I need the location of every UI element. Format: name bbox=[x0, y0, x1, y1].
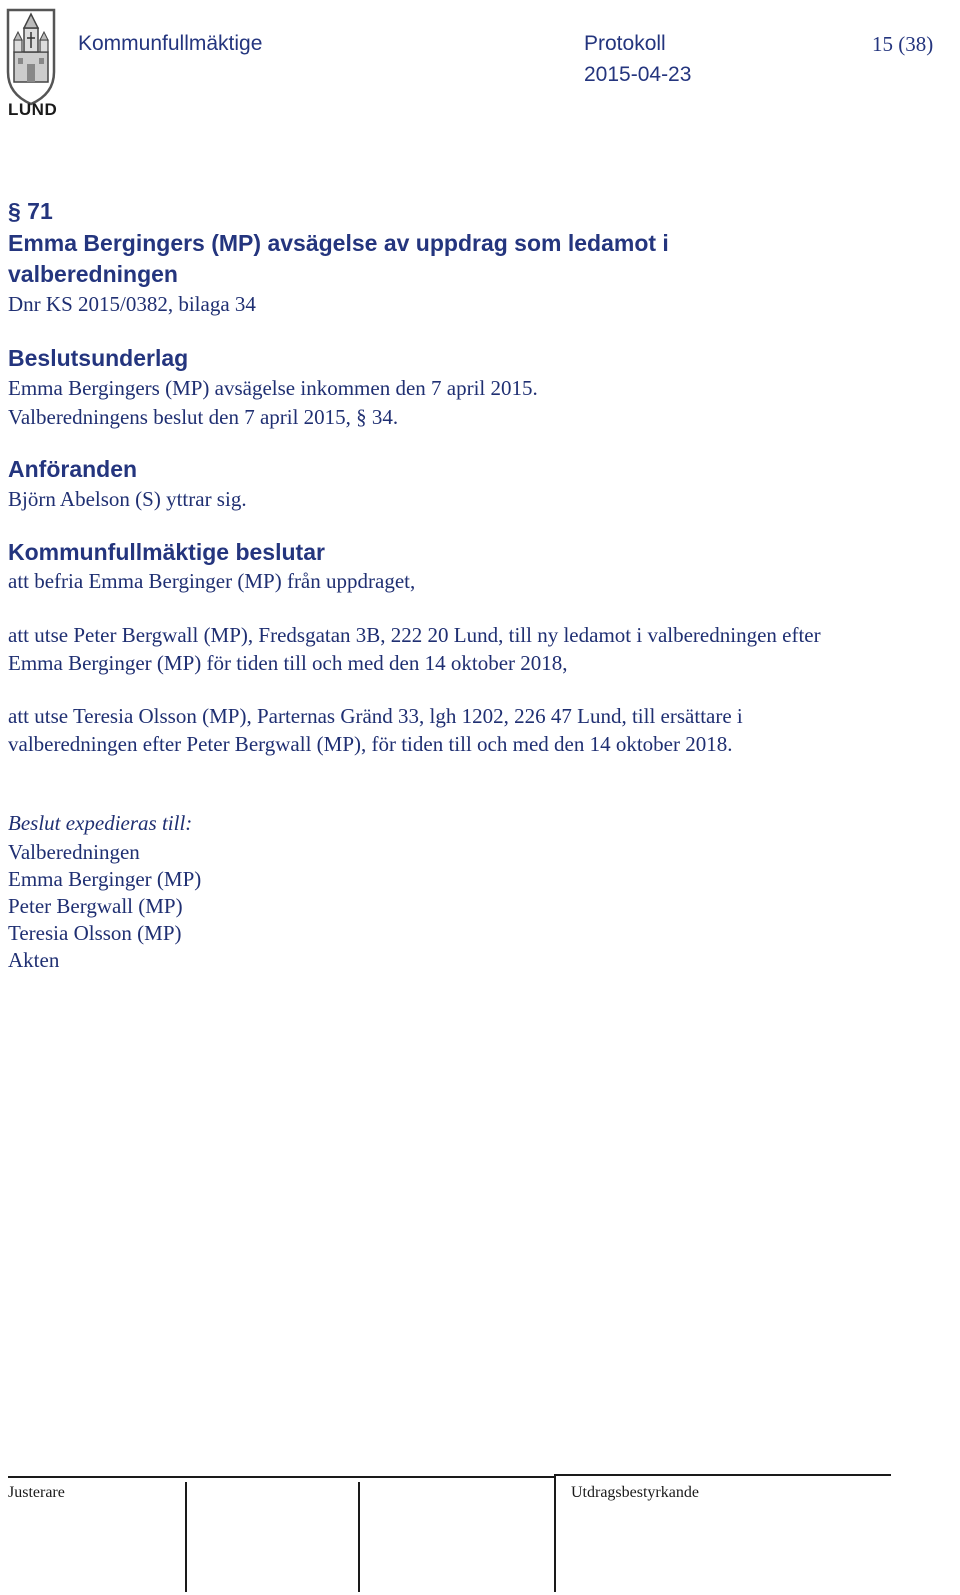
footer-right-rule bbox=[556, 1474, 891, 1476]
header-organ: Kommunfullmäktige bbox=[78, 32, 263, 55]
item-number: § 71 bbox=[8, 198, 53, 224]
beslut-paragraph-3-line1: att utse Teresia Olsson (MP), Parternas Gränd 33, lgh 1202, 226 47 Lund, till ersättare i bbox=[8, 704, 743, 728]
recipient-item: Emma Berginger (MP) bbox=[8, 867, 202, 891]
footer-divider-1 bbox=[185, 1482, 187, 1592]
beslut-paragraph-3-line2: valberedningen efter Peter Bergwall (MP), för tiden till och med den 14 oktober 2018. bbox=[8, 732, 733, 756]
footer-divider-2 bbox=[358, 1482, 360, 1592]
expediering-heading: Beslut expedieras till: bbox=[8, 811, 193, 835]
header-doc-type: Protokoll bbox=[584, 32, 666, 55]
beslut-heading: Kommunfullmäktige beslutar bbox=[8, 539, 325, 565]
item-dnr: Dnr KS 2015/0382, bilaga 34 bbox=[8, 292, 256, 316]
footer-justerare-label: Justerare bbox=[8, 1484, 65, 1501]
anforanden-line1: Björn Abelson (S) yttrar sig. bbox=[8, 487, 247, 511]
beslutsunderlag-line2: Valberedningens beslut den 7 april 2015, § 34. bbox=[8, 405, 399, 429]
footer-left-rule bbox=[8, 1476, 556, 1478]
item-title-line1: Emma Bergingers (MP) avsägelse av uppdrag som ledamot i bbox=[8, 230, 669, 256]
beslut-paragraph-2-line2: Emma Berginger (MP) för tiden till och med den 14 oktober 2018, bbox=[8, 651, 568, 675]
logo-text: LUND bbox=[8, 100, 58, 119]
beslut-paragraph-2-line1: att utse Peter Bergwall (MP), Fredsgatan 3B, 222 20 Lund, till ny ledamot i valberedningen efter bbox=[8, 623, 821, 647]
footer-utdragsbestyrkande-label: Utdragsbestyrkande bbox=[571, 1484, 699, 1501]
beslutsunderlag-heading: Beslutsunderlag bbox=[8, 345, 189, 371]
recipient-item: Akten bbox=[8, 948, 60, 972]
beslutsunderlag-line1: Emma Bergingers (MP) avsägelse inkommen den 7 april 2015. bbox=[8, 376, 538, 400]
header-page-number: 15 (38) bbox=[872, 32, 934, 56]
anforanden-heading: Anföranden bbox=[8, 456, 138, 482]
recipient-item: Valberedningen bbox=[8, 840, 140, 864]
recipient-item: Teresia Olsson (MP) bbox=[8, 921, 182, 945]
footer-divider-3 bbox=[554, 1474, 556, 1592]
beslut-paragraph-1: att befria Emma Berginger (MP) från uppdraget, bbox=[8, 569, 416, 593]
item-title-line2: valberedningen bbox=[8, 261, 178, 287]
recipient-item: Peter Bergwall (MP) bbox=[8, 894, 183, 918]
header-date: 2015-04-23 bbox=[584, 63, 692, 86]
